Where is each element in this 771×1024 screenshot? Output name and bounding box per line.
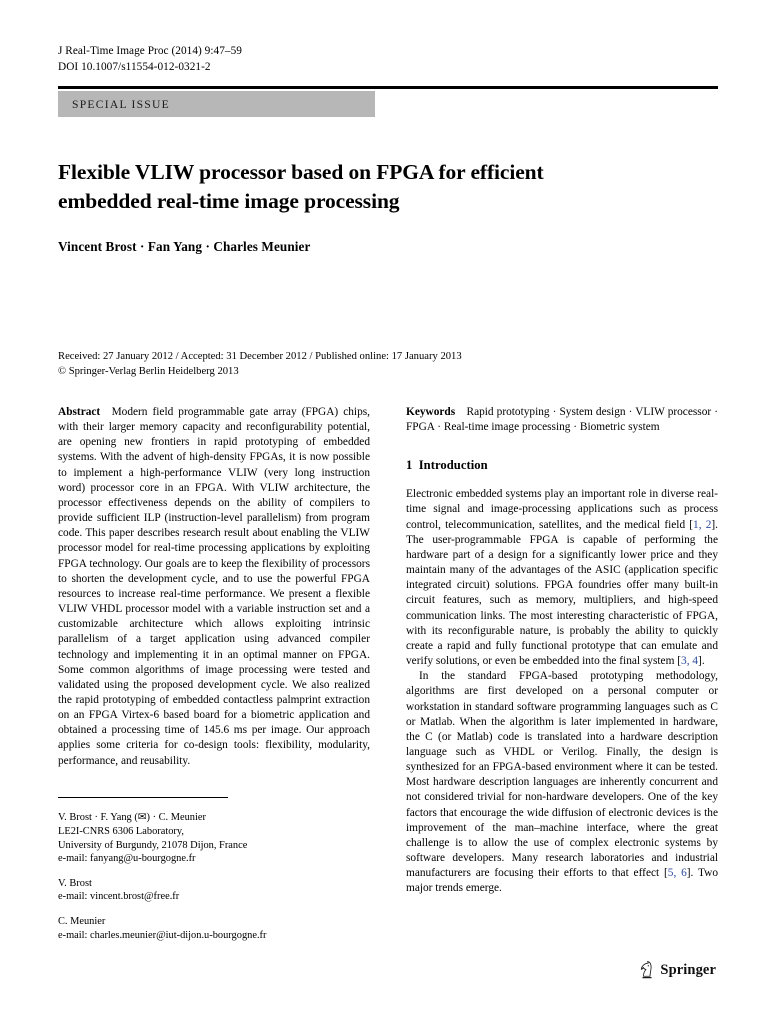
affiliation-block-meunier	[58, 915, 370, 942]
page-title: Flexible VLIW processor based on FPGA for efficient embedded real-time image processing	[58, 160, 544, 213]
abstract-text: Modern field programmable gate array (FPGA) chips, with their larger memory capacity and reconfigurability potential, are opening new frontiers in rapid prototyping of embedded systems. With the advent of high-density FPGAs, it is now possible to implement a high-performance VLIW (very long instruction word) processor core in an FPGA. With VLIW architecture, the processor effectiveness depends on the ability of compilers to provide sufficient ILP (instruction-level parallelism) from program code. This paper describes research result about enabling the VLIW processor model for real-time processing applications by exploiting FPGA technology. Our goals are to keep the flexibility of processors to shorten the development cycle, and to use the powerful FPGA resources to increase real-time performance. We present a flexible VLIW VHDL processor model with a variable instruction set and a customizable architecture which allows exploiting intrinsic parallelism of a target application using advanced compiler technology and implementing it in an optimal manner on FPGA. Some common algorithms of image processing were tested and validated using the proposed development cycle. We also realized the rapid prototyping of embedded contactless palmprint extraction on an FPGA Virtex-6 based board for a biometric application and obtained a processing time of 145.6 ms per image. Our approach applies some criteria for co-design tools: flexibility, modularity, performance, and reusability.	[58, 406, 370, 767]
affiliation-block-primary	[58, 811, 370, 865]
right-column	[406, 405, 718, 897]
keywords-label: Keywords	[406, 406, 456, 418]
abstract-paragraph	[58, 405, 370, 769]
affiliation-block-brost	[58, 877, 370, 904]
journal-header	[58, 44, 718, 75]
abstract-label: Abstract	[58, 406, 101, 418]
copyright-line: © Springer-Verlag Berlin Heidelberg 2013	[58, 365, 239, 377]
affiliation-lab: LE2I-CNRS 6306 Laboratory,	[58, 825, 185, 837]
publication-dates	[58, 350, 718, 379]
intro-p2-text-a: In the standard FPGA-based prototyping methodology, algorithms are first developed on a personal computer or workstation in standard software programming languages such as C or Matlab. When the algorithm is later implemented in hardware, the C (or Matlab) code is translated into a hardware description language such as VHDL or Verilog. Finally, the design is synthesized for an FPGA-based environment where it can be tested. Most hardware description languages are inherently concurrent and not considered trivial for non-hardware developers. One of the key factors that encourage the wide diffusion of electronic devices is the improvement of the man–machine interface, where the great challenge is to allow the use of complex electronic systems by software developers. Many research laboratories and industrial manufacturers are focusing their efforts to that effect [	[406, 670, 718, 880]
intro-p1-text-a: Electronic embedded systems play an important role in diverse real-time signal and image-processing applications such as process control, telecommunication, satellites, and the medical field [	[406, 488, 718, 531]
journal-reference: J Real-Time Image Proc (2014) 9:47–59	[58, 45, 242, 57]
journal-doi: DOI 10.1007/s11554-012-0321-2	[58, 60, 211, 73]
affiliation-names-primary: V. Brost · F. Yang (✉) · C. Meunier	[58, 812, 206, 824]
springer-knight-icon	[638, 961, 655, 980]
intro-paragraph-1	[406, 487, 718, 669]
keywords-text: Rapid prototyping · System design · VLIW processor · FPGA · Real-time image processing · Biometric system	[406, 406, 718, 434]
affiliation-divider	[58, 797, 228, 798]
section-title: Introduction	[418, 458, 488, 473]
affiliation-names-brost: V. Brost	[58, 877, 92, 889]
affiliation-email-primary[interactable]: e-mail: fanyang@u-bourgogne.fr	[58, 853, 196, 865]
citation-link-1-2[interactable]: 1, 2	[693, 518, 712, 531]
received-accepted-line: Received: 27 January 2012 / Accepted: 31 December 2012 / Published online: 17 January 2013	[58, 351, 462, 362]
special-issue-label: SPECIAL ISSUE	[72, 97, 170, 111]
intro-p1-text-c: ].	[698, 655, 705, 668]
intro-p2-text-b: ]. Two major trends emerge.	[406, 867, 718, 895]
publisher-logo	[638, 961, 716, 980]
page-content	[58, 0, 718, 897]
special-issue-banner	[58, 91, 375, 117]
intro-p1-text-b: ]. The user-programmable FPGA is capable of performing the hardware part of a design for a significantly lower price and they maintain many of the advantages of the ASIC (application specific integrated circuit) solutions. FPGA foundries offer many built-in circuit features, such as memory, multipliers, and high-speed communication links. The most interesting characteristic of FPGA, with its reconfigurable nature, is probably the ability to quickly create a rapid and fully functional prototype that can emulate and verify solutions, or even be embedded into the final system [	[406, 518, 719, 668]
section-heading-introduction	[406, 458, 718, 473]
affiliation-email-meunier[interactable]: e-mail: charles.meunier@iut-dijon.u-bourgogne.fr	[58, 929, 267, 941]
section-number: 1	[406, 458, 413, 473]
citation-link-5-6[interactable]: 5, 6	[667, 867, 687, 880]
author-list: Vincent Brost · Fan Yang · Charles Meunier	[58, 239, 311, 254]
springer-wordmark: Springer	[660, 962, 716, 978]
keywords-paragraph	[406, 405, 718, 435]
affiliation-names-meunier: C. Meunier	[58, 915, 106, 927]
affiliation-university: University of Burgundy, 21078 Dijon, France	[58, 839, 248, 851]
affiliation-email-brost[interactable]: e-mail: vincent.brost@free.fr	[58, 891, 180, 903]
affiliation-footnote	[58, 797, 370, 942]
header-divider	[58, 86, 718, 89]
citation-link-3-4[interactable]: 3, 4	[681, 655, 699, 668]
intro-paragraph-2	[406, 669, 718, 896]
